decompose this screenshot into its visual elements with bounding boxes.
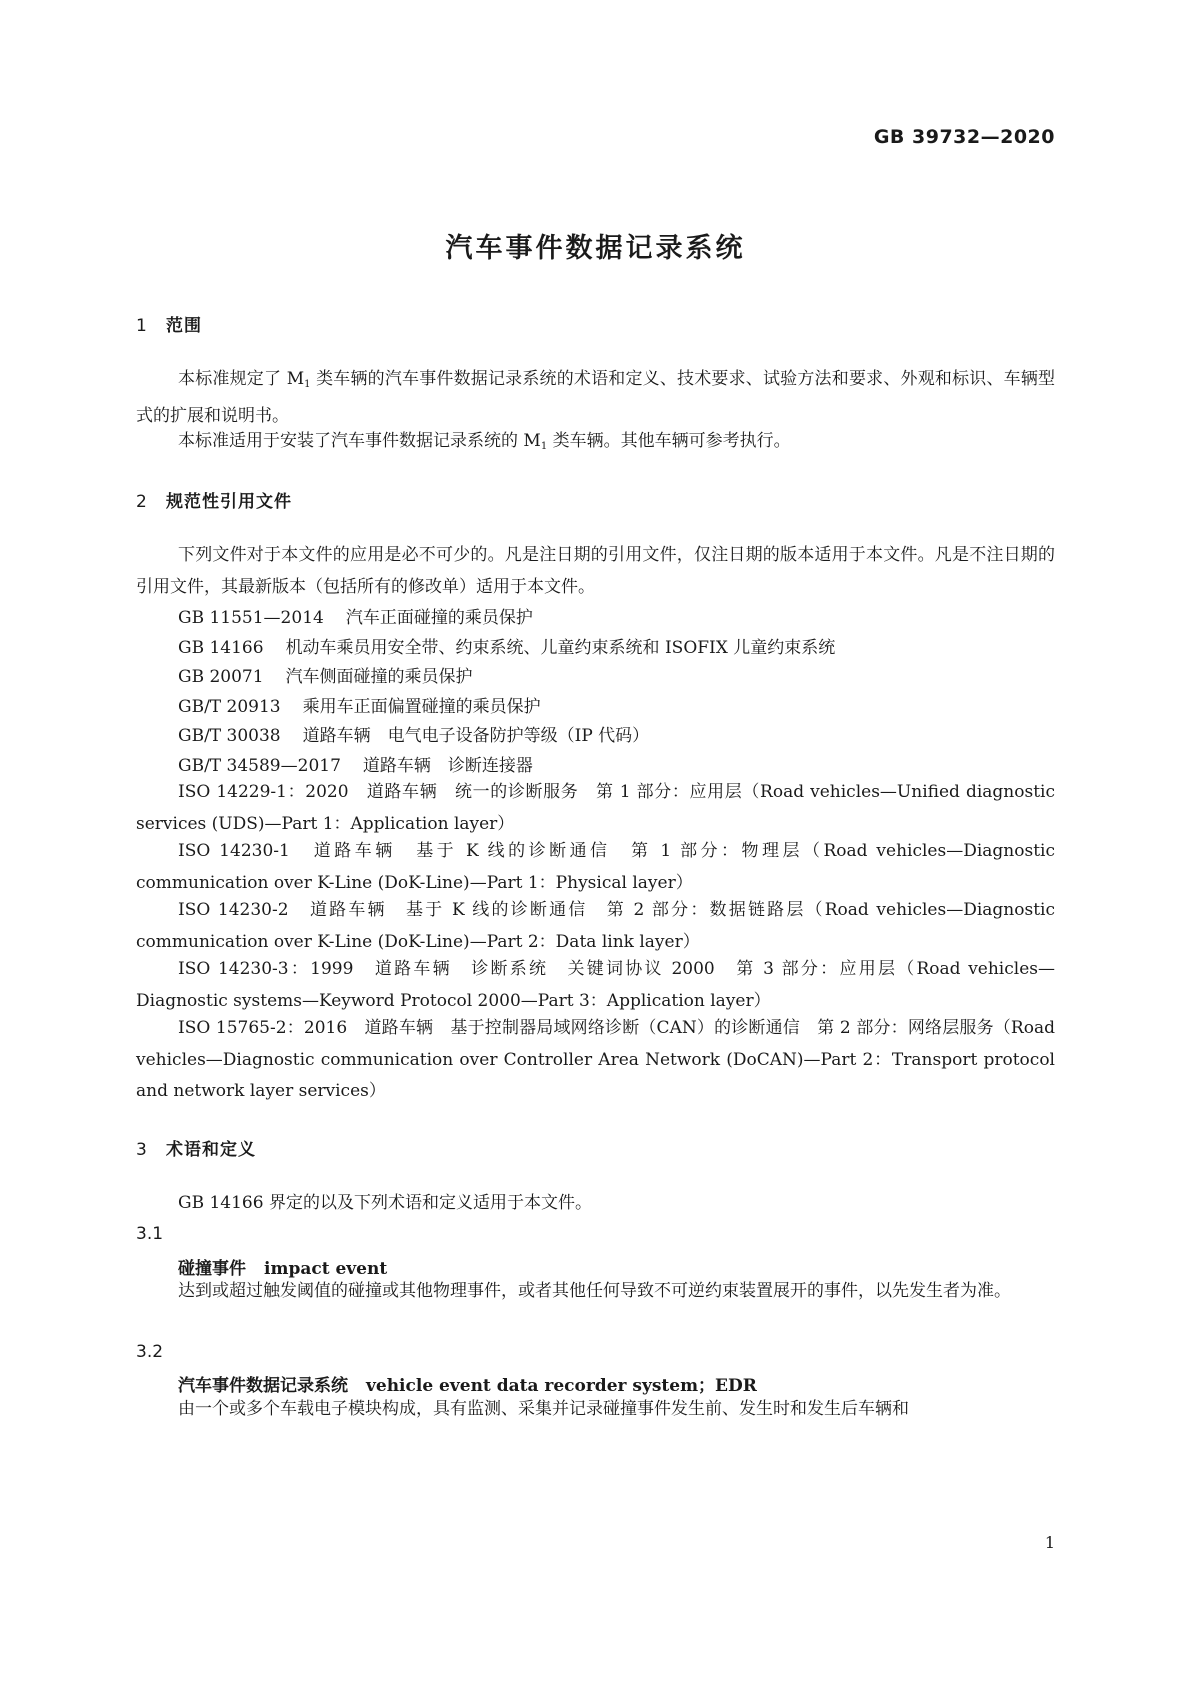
section-number: 2 (136, 492, 148, 512)
section-number: 1 (136, 316, 148, 336)
section-title: 范围 (166, 316, 202, 336)
document-title: 汽车事件数据记录系统 (445, 233, 746, 264)
term-definition: 达到或超过触发阈值的碰撞或其他物理事件，或者其他任何导致不可逆约束装置展开的事件，以先发生者为准。 (178, 1281, 1011, 1301)
section-2-heading (136, 487, 292, 512)
terms-intro: GB 14166 界定的以及下列术语和定义适用于本文件。 (178, 1193, 592, 1213)
reference-title: 汽车侧面碰撞的乘员保护 (285, 667, 473, 687)
reference-item (178, 721, 649, 746)
reference-code: GB 14166 (178, 638, 264, 658)
reference-code: GB/T 20913 (178, 697, 281, 717)
reference-long-item: ISO 14230-1 道路车辆 基于 K 线的诊断通信 第 1 部分：物理层（Road vehicles—Diagnostic communication over K-Line (DoK-Line)—Part 1：Physical layer） (136, 841, 1055, 893)
reference-code: GB 20071 (178, 667, 264, 687)
reference-long-item: ISO 14230-3：1999 道路车辆 诊断系统 关键词协议 2000 第 3 部分：应用层（Road vehicles—Diagnostic systems—Keyword Protocol 2000—Part 3：Application layer） (136, 959, 1055, 1011)
reference-code: GB 11551—2014 (178, 608, 324, 628)
reference-item (178, 751, 533, 776)
reference-long-item: ISO 14229-1：2020 道路车辆 统一的诊断服务 第 1 部分：应用层（Road vehicles—Unified diagnostic services (UDS)—Part 1：Application layer） (136, 782, 1055, 834)
section-title: 术语和定义 (166, 1140, 256, 1160)
section-number: 3 (136, 1140, 148, 1160)
page-number: 1 (1044, 1533, 1055, 1552)
reference-code: GB/T 30038 (178, 726, 281, 746)
reference-long-item: ISO 15765-2：2016 道路车辆 基于控制器局域网络诊断（CAN）的诊断通信 第 2 部分：网络层服务（Road vehicles—Diagnostic communication over Controller Area Network (DoCAN)—Part 2：Transport protocol and network layer services） (136, 1018, 1055, 1101)
reference-item (178, 603, 533, 628)
term-definition: 由一个或多个车载电子模块构成，具有监测、采集并记录碰撞事件发生前、发生时和发生后车辆和 (178, 1399, 909, 1419)
term-name: 碰撞事件 impact event (178, 1259, 388, 1279)
standard-code: GB 39732—2020 (873, 126, 1055, 148)
section-title: 规范性引用文件 (166, 492, 292, 512)
section-3-heading (136, 1135, 256, 1160)
reference-item (178, 633, 835, 658)
reference-long-item: ISO 14230-2 道路车辆 基于 K 线的诊断通信 第 2 部分：数据链路层（Road vehicles—Diagnostic communication over K-Line (DoK-Line)—Part 2：Data link layer） (136, 900, 1055, 952)
term-number: 3.2 (136, 1342, 164, 1362)
reference-item (178, 692, 541, 717)
term-number: 3.1 (136, 1224, 164, 1244)
reference-code: GB/T 34589—2017 (178, 756, 341, 776)
reference-title: 道路车辆 电气电子设备防护等级（IP 代码） (302, 726, 650, 746)
section-1-heading (136, 311, 202, 336)
scope-paragraph-2: 本标准适用于安装了汽车事件数据记录系统的 $M_1$ 类车辆。其他车辆可参考执行。 (178, 431, 791, 452)
references-intro: 下列文件对于本文件的应用是必不可少的。凡是注日期的引用文件，仅注日期的版本适用于本文件。凡是不注日期的引用文件，其最新版本（包括所有的修改单）适用于本文件。 (136, 545, 1055, 597)
reference-title: 机动车乘员用安全带、约束系统、儿童约束系统和 ISOFIX 儿童约束系统 (285, 638, 836, 658)
reference-title: 道路车辆 诊断连接器 (362, 756, 533, 776)
term-name: 汽车事件数据记录系统 vehicle event data recorder system；EDR (178, 1376, 757, 1396)
reference-title: 乘用车正面偏置碰撞的乘员保护 (302, 697, 541, 717)
reference-title: 汽车正面碰撞的乘员保护 (345, 608, 533, 628)
scope-paragraph-1: 本标准规定了 $M_1$ 类车辆的汽车事件数据记录系统的术语和定义、技术要求、试验方法和要求、外观和标识、车辆型式的扩展和说明书。 (136, 369, 1056, 426)
reference-item (178, 662, 473, 687)
